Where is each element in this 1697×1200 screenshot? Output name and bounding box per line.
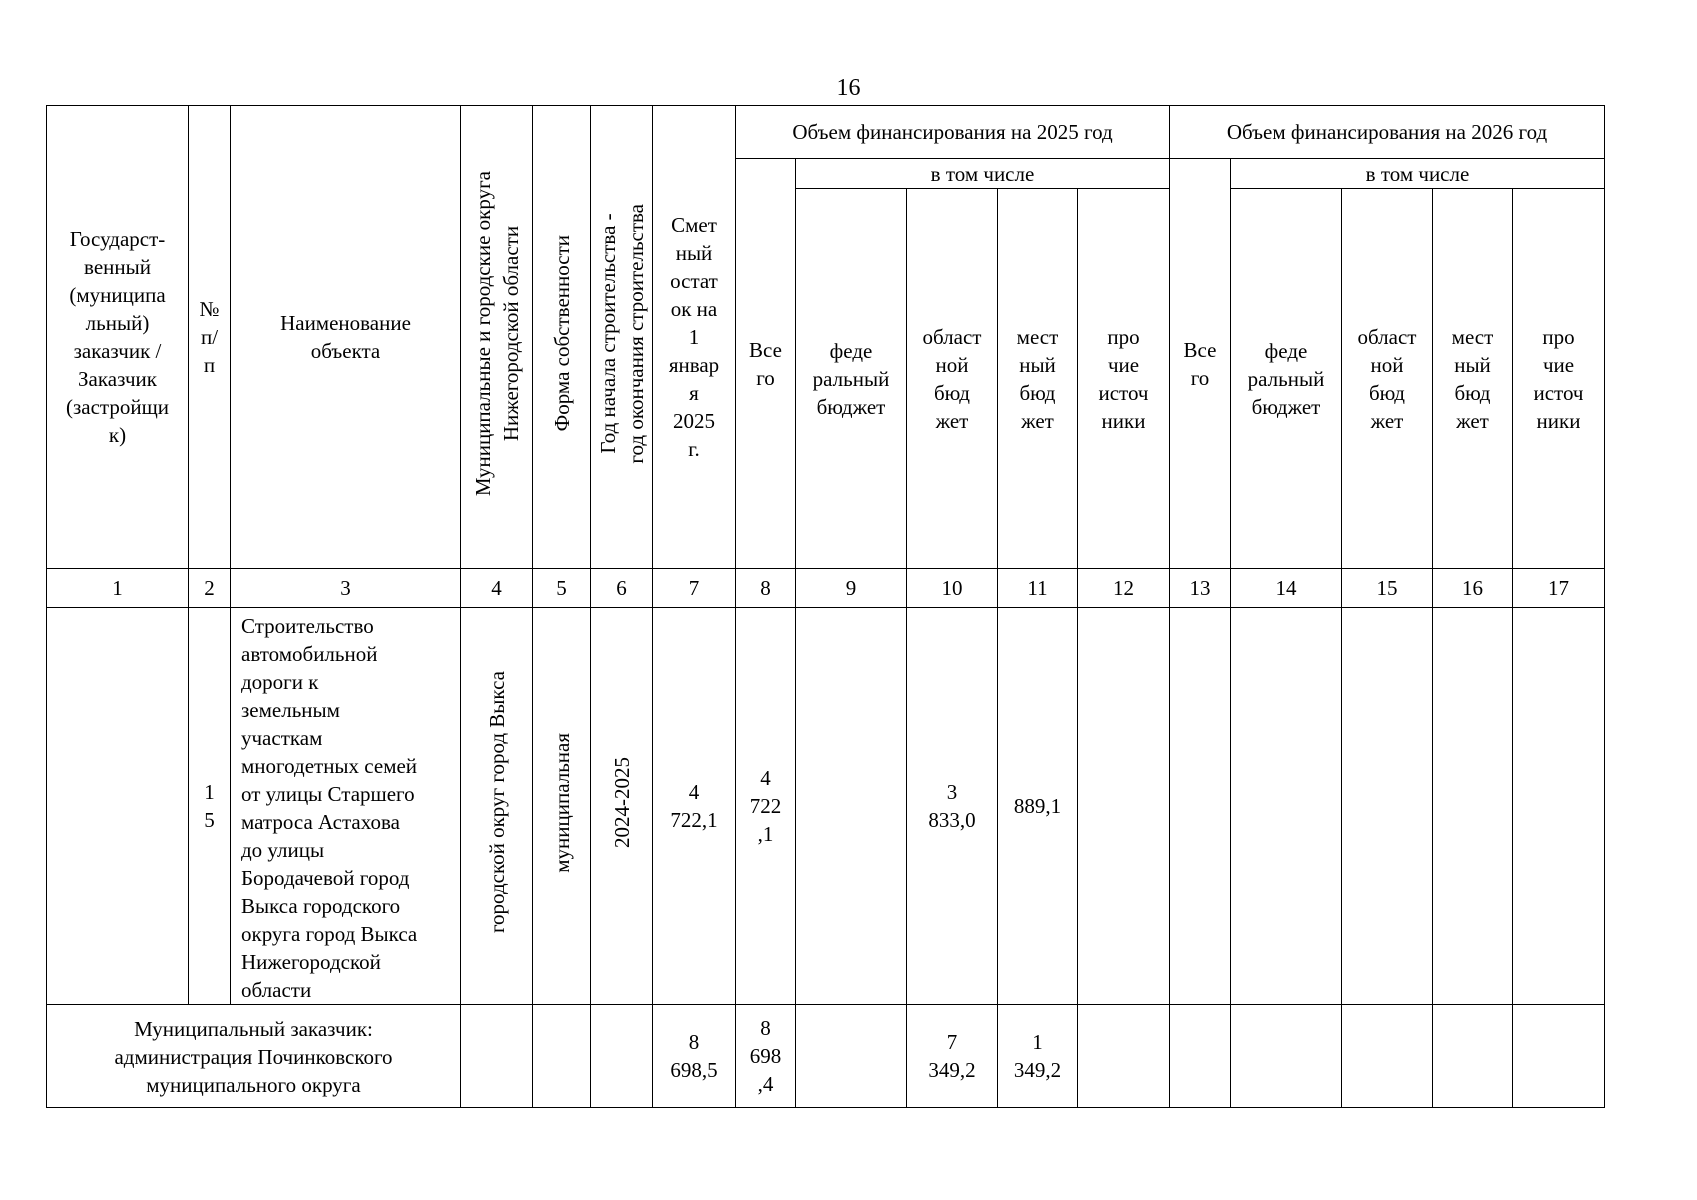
row-total-2026 (1170, 608, 1231, 1005)
row-years-cell (591, 608, 653, 1005)
header-total-2025: Все го (736, 159, 796, 569)
column-number: 9 (796, 569, 907, 608)
row-years: 2024-2025 (609, 757, 634, 848)
row-number: 1 5 (189, 608, 231, 1005)
row-ownership-cell (533, 608, 591, 1005)
row-municipality-cell (461, 608, 533, 1005)
column-number: 1 (47, 569, 189, 608)
column-number: 15 (1342, 569, 1433, 608)
column-number-row (47, 569, 1605, 608)
header-federal-2026: феде ральный бюджет (1231, 189, 1342, 569)
summary-estimate-balance: 8 698,5 (653, 1005, 736, 1108)
header-ownership: Форма собственности (549, 235, 574, 432)
row-federal-2026 (1231, 608, 1342, 1005)
column-number: 4 (461, 569, 533, 608)
column-number: 10 (907, 569, 998, 608)
summary-total-2025: 8 698 ,4 (736, 1005, 796, 1108)
column-number: 12 (1078, 569, 1170, 608)
column-number: 17 (1513, 569, 1605, 608)
header-including-2026: в том числе (1231, 159, 1605, 189)
column-number: 8 (736, 569, 796, 608)
summary-row (47, 1005, 1605, 1108)
summary-label: Муниципальный заказчик: администрация Починковского муниципального округа (47, 1005, 461, 1108)
header-estimate-balance: Смет ный остат ок на 1 январ я 2025 г. (653, 106, 736, 569)
row-object-name-cell (231, 608, 461, 1005)
row-local-2026 (1433, 608, 1513, 1005)
header-number: № п/ п (189, 106, 231, 569)
row-other-2026 (1513, 608, 1605, 1005)
row-ownership: муниципальная (549, 732, 574, 873)
column-number: 16 (1433, 569, 1513, 608)
summary-regional-2026 (1342, 1005, 1433, 1108)
column-number: 6 (591, 569, 653, 608)
header-regional-2026: област ной бюд жет (1342, 189, 1433, 569)
row-total-2025: 4 722 ,1 (736, 608, 796, 1005)
header-federal-2025: феде ральный бюджет (796, 189, 907, 569)
row-municipality: городской округ город Выкса (484, 671, 509, 934)
table-row (47, 608, 1605, 1005)
capital-construction-table (46, 105, 1605, 1108)
header-years: Год начала строительства - год окончания строительства (595, 203, 648, 464)
row-customer (47, 608, 189, 1005)
summary-local-2026 (1433, 1005, 1513, 1108)
summary-federal-2025 (796, 1005, 907, 1108)
row-object-name: Строительство автомобильной дороги к земельным участкам многодетных семей от улицы Старшего матроса Астахова до улицы Бородачевой город Выкса городского округа город Выкса Нижегородской области (241, 614, 418, 1002)
row-federal-2025 (796, 608, 907, 1005)
header-ownership-cell (533, 106, 591, 569)
row-regional-2025: 3 833,0 (907, 608, 998, 1005)
header-object-name: Наименование объекта (231, 106, 461, 569)
header-customer: Государст- венный (муниципа льный) заказчик / Заказчик (застройщи к) (47, 106, 189, 569)
summary-municipality (461, 1005, 533, 1108)
summary-total-2026 (1170, 1005, 1231, 1108)
header-including-2025: в том числе (796, 159, 1170, 189)
row-estimate-balance: 4 722,1 (653, 608, 736, 1005)
header-municipalities: Муниципальные и городские округа Нижегородской области (470, 170, 523, 497)
summary-years (591, 1005, 653, 1108)
column-number: 3 (231, 569, 461, 608)
page-number: 16 (836, 75, 861, 101)
summary-regional-2025: 7 349,2 (907, 1005, 998, 1108)
header-municipalities-cell (461, 106, 533, 569)
column-number: 5 (533, 569, 591, 608)
header-other-2026: про чие источ ники (1513, 189, 1605, 569)
header-years-cell (591, 106, 653, 569)
summary-local-2025: 1 349,2 (998, 1005, 1078, 1108)
summary-federal-2026 (1231, 1005, 1342, 1108)
summary-other-2025 (1078, 1005, 1170, 1108)
header-funding-2025: Объем финансирования на 2025 год (736, 106, 1170, 159)
column-number: 7 (653, 569, 736, 608)
column-number: 11 (998, 569, 1078, 608)
column-number: 13 (1170, 569, 1231, 608)
row-regional-2026 (1342, 608, 1433, 1005)
row-other-2025 (1078, 608, 1170, 1005)
header-regional-2025: област ной бюд жет (907, 189, 998, 569)
column-number: 2 (189, 569, 231, 608)
row-local-2025: 889,1 (998, 608, 1078, 1005)
header-local-2026: мест ный бюд жет (1433, 189, 1513, 569)
column-number: 14 (1231, 569, 1342, 608)
header-other-2025: про чие источ ники (1078, 189, 1170, 569)
header-funding-2026: Объем финансирования на 2026 год (1170, 106, 1605, 159)
summary-other-2026 (1513, 1005, 1605, 1108)
header-local-2025: мест ный бюд жет (998, 189, 1078, 569)
header-total-2026: Все го (1170, 159, 1231, 569)
summary-ownership (533, 1005, 591, 1108)
